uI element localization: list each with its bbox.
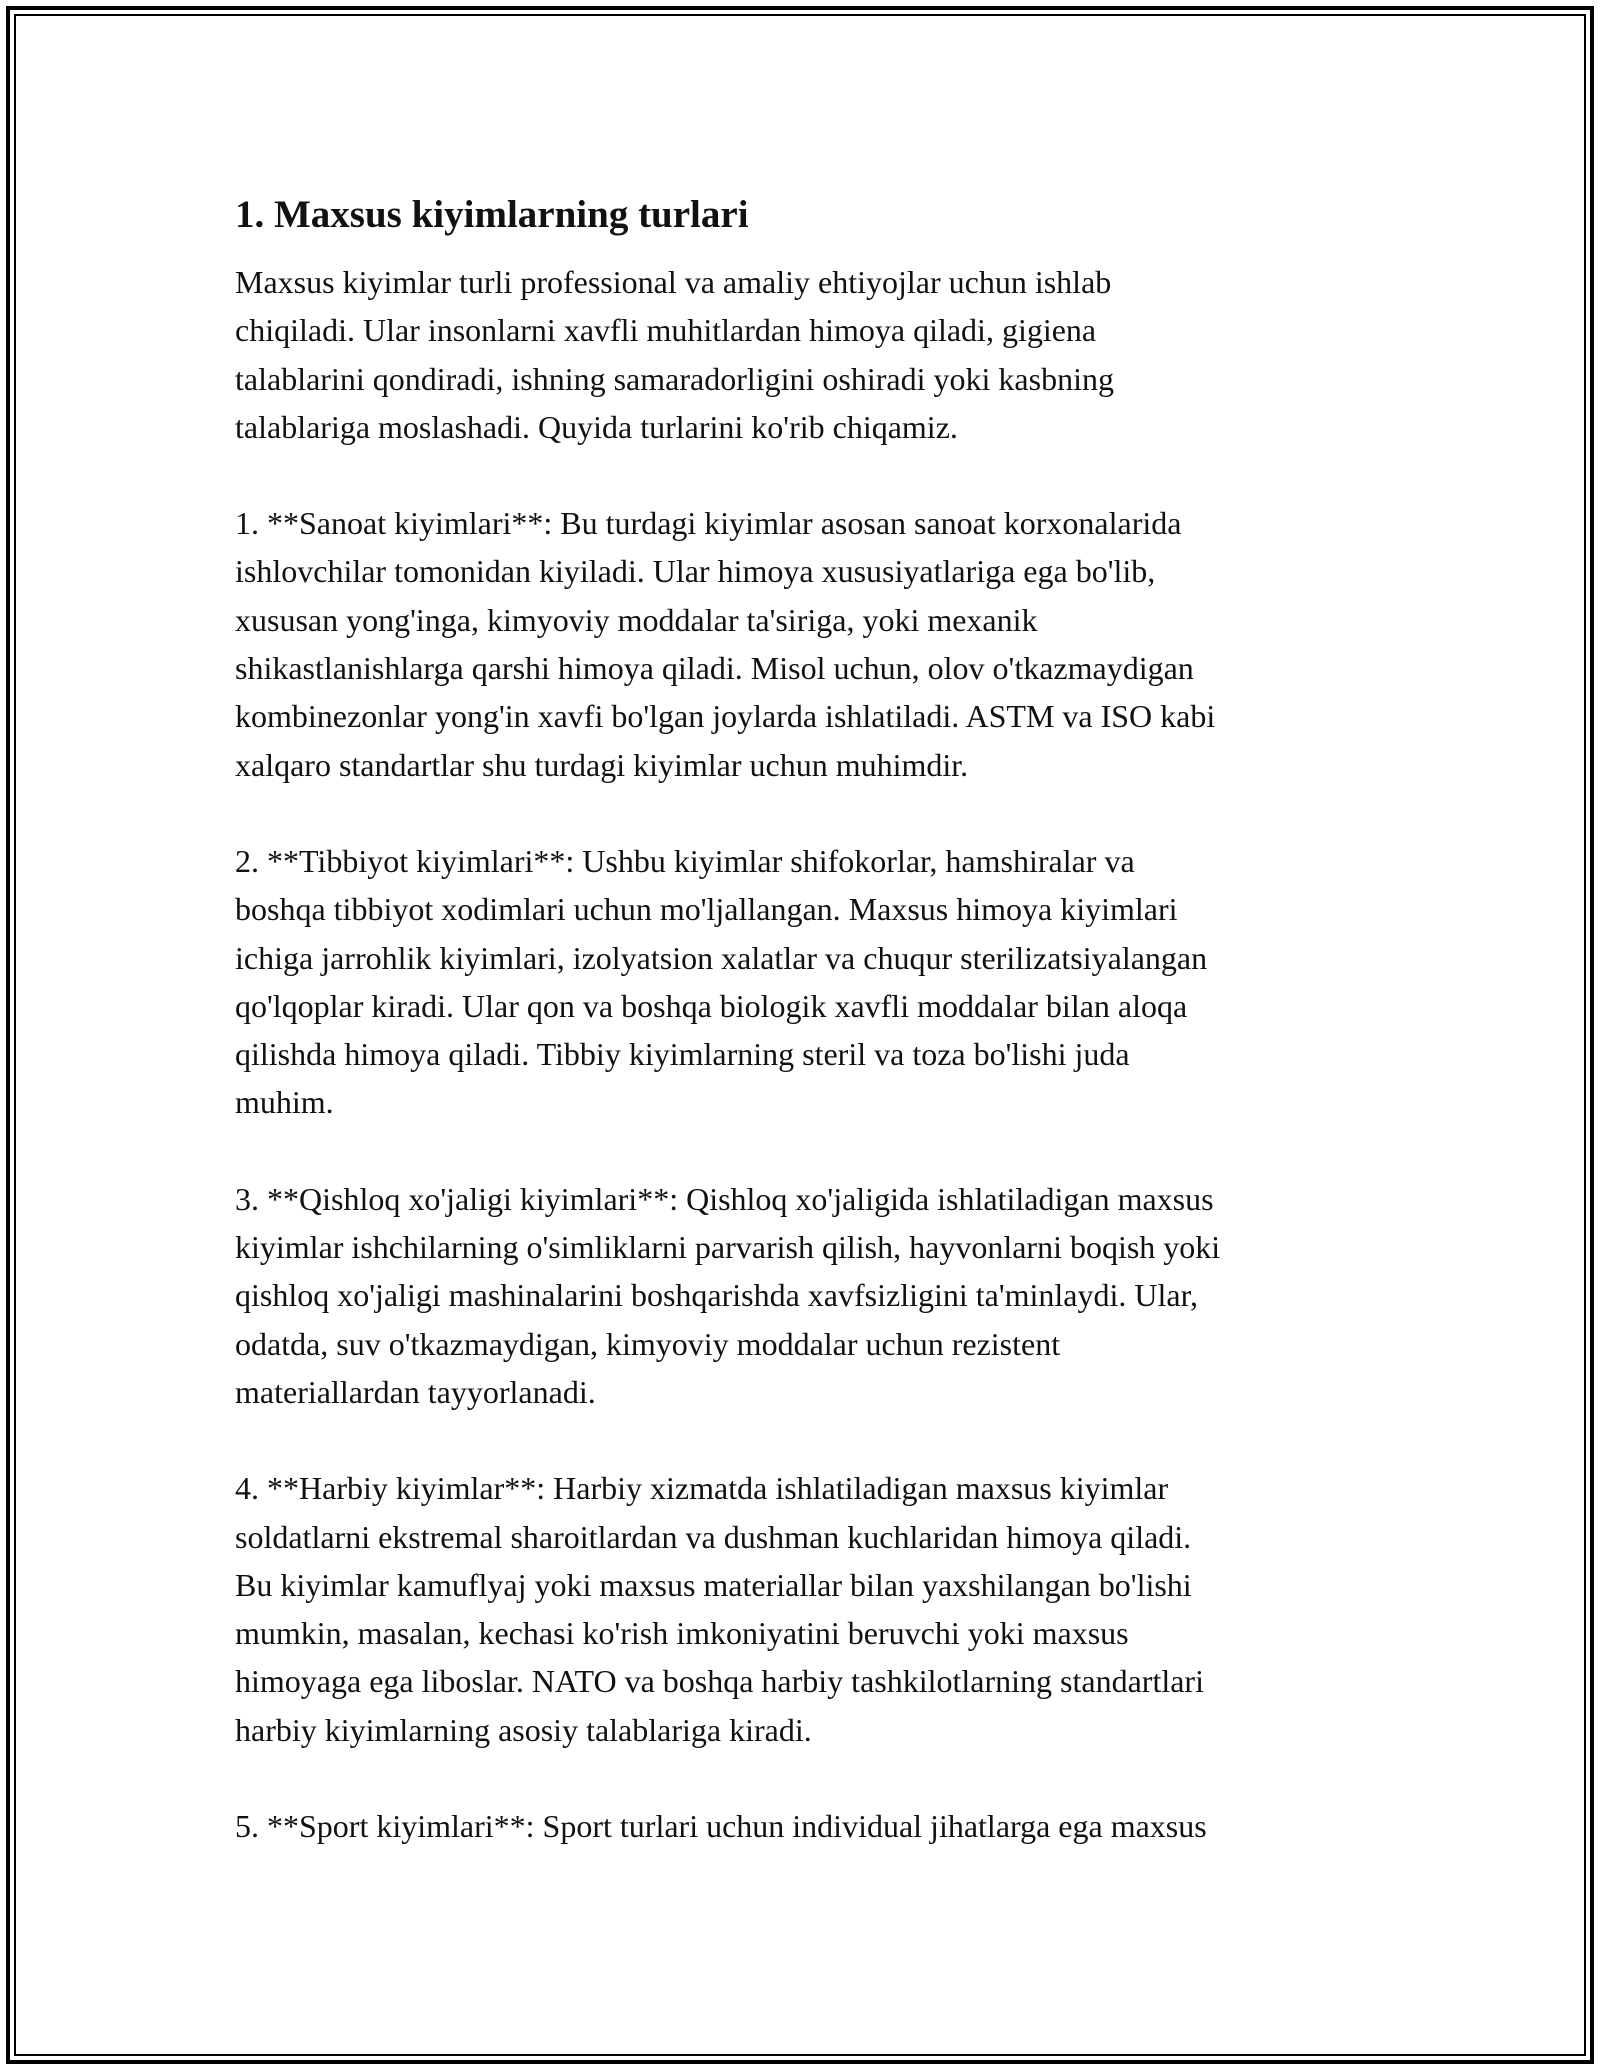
text-line: mumkin, masalan, kechasi ko'rish imkoniyatini beruvchi yoki maxsus	[235, 1615, 1129, 1652]
text-line: materiallardan tayyorlanadi.	[235, 1373, 596, 1410]
text-line: ichiga jarrohlik kiyimlari, izolyatsion xalatlar va chuqur sterilizatsiyalangan	[235, 939, 1208, 976]
text-line: muhim.	[235, 1084, 334, 1121]
text-line: harbiy kiyimlarning asosiy talablariga kiradi.	[235, 1711, 812, 1748]
text-line: talablarini qondiradi, ishning samaradorligini oshiradi yoki kasbning	[235, 360, 1114, 397]
text-line: qo'lqoplar kiradi. Ular qon va boshqa biologik xavfli moddalar bilan aloqa	[235, 987, 1188, 1024]
text-line: talablariga moslashadi. Quyida turlarini ko'rib chiqamiz.	[235, 408, 958, 445]
text-line: soldatlarni ekstremal sharoitlardan va dushman kuchlaridan himoya qiladi.	[235, 1518, 1192, 1555]
paragraph-item-1	[235, 499, 1375, 789]
text-line: 2. **Tibbiyot kiyimlari**: Ushbu kiyimlar shifokorlar, hamshiralar va	[235, 842, 1135, 879]
text-line: qishloq xo'jaligi mashinalarini boshqarishda xavfsizligini ta'minlaydi. Ular,	[235, 1277, 1198, 1314]
text-line: 5. **Sport kiyimlari**: Sport turlari uchun individual jihatlarga ega maxsus	[235, 1808, 1207, 1845]
document-title: 1. Maxsus kiyimlarning turlari	[235, 193, 749, 236]
text-line: ishlovchilar tomonidan kiyiladi. Ular himoya xususiyatlariga ega bo'lib,	[235, 553, 1156, 590]
text-line: odatda, suv o'tkazmaydigan, kimyoviy moddalar uchun rezistent	[235, 1325, 1061, 1362]
text-line: kiyimlar ishchilarning o'simliklarni parvarish qilish, hayvonlarni boqish yoki	[235, 1229, 1221, 1266]
paragraph-item-5	[235, 1802, 1375, 1850]
paragraph-item-4	[235, 1464, 1375, 1754]
text-line: xususan yong'inga, kimyoviy moddalar ta'siriga, yoki mexanik	[235, 601, 1038, 638]
paragraph-item-3	[235, 1175, 1375, 1416]
text-line: kombinezonlar yong'in xavfi bo'lgan joylarda ishlatiladi. ASTM va ISO kabi	[235, 698, 1216, 735]
text-line: shikastlanishlarga qarshi himoya qiladi. Misol uchun, olov o'tkazmaydigan	[235, 650, 1194, 687]
text-line: Maxsus kiyimlar turli professional va amaliy ehtiyojlar uchun ishlab	[235, 264, 1112, 300]
text-line: 1. **Sanoat kiyimlari**: Bu turdagi kiyimlar asosan sanoat korxonalarida	[235, 505, 1182, 542]
document-body	[235, 258, 1375, 1850]
text-line: xalqaro standartlar shu turdagi kiyimlar uchun muhimdir.	[235, 746, 969, 783]
paragraph-intro	[235, 258, 1375, 451]
text-line: himoyaga ega liboslar. NATO va boshqa harbiy tashkilotlarning standartlari	[235, 1663, 1204, 1700]
text-line: chiqiladi. Ular insonlarni xavfli muhitlardan himoya qiladi, gigiena	[235, 312, 1097, 349]
text-line: Bu kiyimlar kamuflyaj yoki maxsus materiallar bilan yaxshilangan bo'lishi	[235, 1566, 1192, 1603]
text-line: qilishda himoya qiladi. Tibbiy kiyimlarning steril va toza bo'lishi juda	[235, 1036, 1130, 1073]
document-page	[235, 180, 1375, 1898]
text-line: 3. **Qishloq xo'jaligi kiyimlari**: Qishloq xo'jaligida ishlatiladigan maxsus	[235, 1180, 1214, 1217]
text-line: boshqa tibbiyot xodimlari uchun mo'ljallangan. Maxsus himoya kiyimlari	[235, 891, 1178, 928]
text-line: 4. **Harbiy kiyimlar**: Harbiy xizmatda ishlatiladigan maxsus kiyimlar	[235, 1470, 1169, 1507]
paragraph-item-2	[235, 837, 1375, 1127]
